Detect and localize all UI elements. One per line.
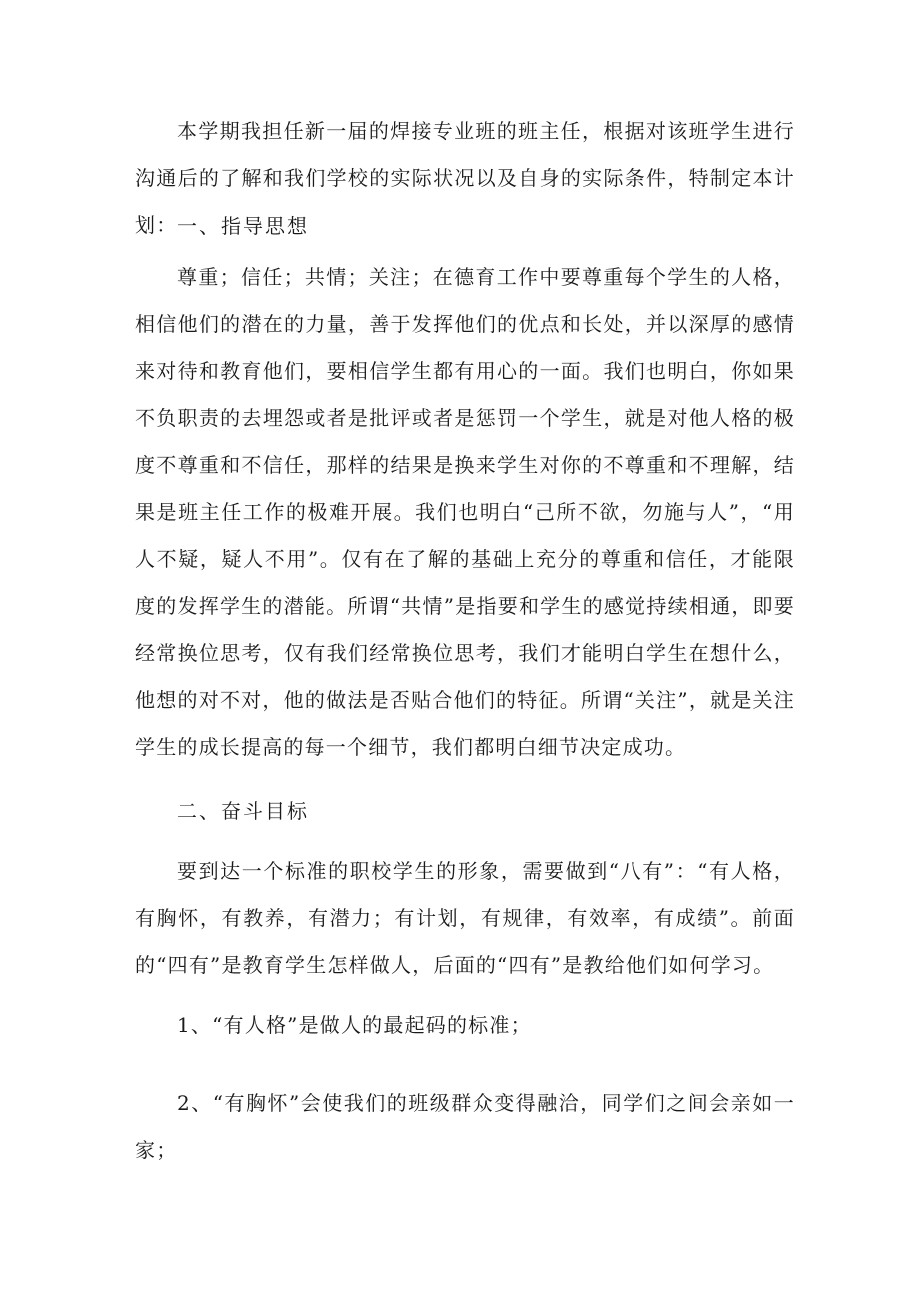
section-heading-guiding-thought: 一、指导思想	[177, 214, 309, 238]
goals-paragraph: 要到达一个标准的职校学生的形象，需要做到“八有”：“有人格，有胸怀，有教养，有潜力；有计划，有规律，有效率，有成绩”。前面的“四有”是教育学生怎样做人，后面的“四有”是教给他们如何学习。	[135, 859, 795, 977]
goal-item-1: 1、“有人格”是做人的最起码的标准；	[177, 1013, 532, 1037]
guiding-thought-paragraph: 尊重；信任；共情；关注；在德育工作中要尊重每个学生的人格，相信他们的潜在的力量，善于发挥他们的优点和长处，并以深厚的感情来对待和教育他们，要相信学生都有用心的一面。我们也明白，你如果不负职责的去埋怨或者是批评或者是惩罚一个学生，就是对他人格的极度不尊重和不信任，那样的结果是换来学生对你的不尊重和不理解，结果是班主任工作的极难开展。我们也明白“己所不欲，勿施与人”，“用人不疑，疑人不用”。仅有在了解的基础上充分的尊重和信任，才能限度的发挥学生的潜能。所谓“共情”是指要和学生的感觉持续相通，即要经常换位思考，仅有我们经常换位思考，我们才能明白学生在想什么，他想的对不对，他的做法是否贴合他们的特征。所谓“关注”，就是关注学生的成长提高的每一个细节，我们都明白细节决定成功。	[135, 265, 795, 759]
intro-paragraph: 本学期我担任新一届的焊接专业班的班主任，根据对该班学生进行沟通后的了解和我们学校的实际状况以及自身的实际条件，特制定本计划：	[135, 119, 795, 237]
goal-item-2: 2、“有胸怀”会使我们的班级群众变得融洽，同学们之间会亲如一家；	[135, 1091, 795, 1162]
section-heading-goals: 二、奋斗目标	[177, 799, 309, 823]
